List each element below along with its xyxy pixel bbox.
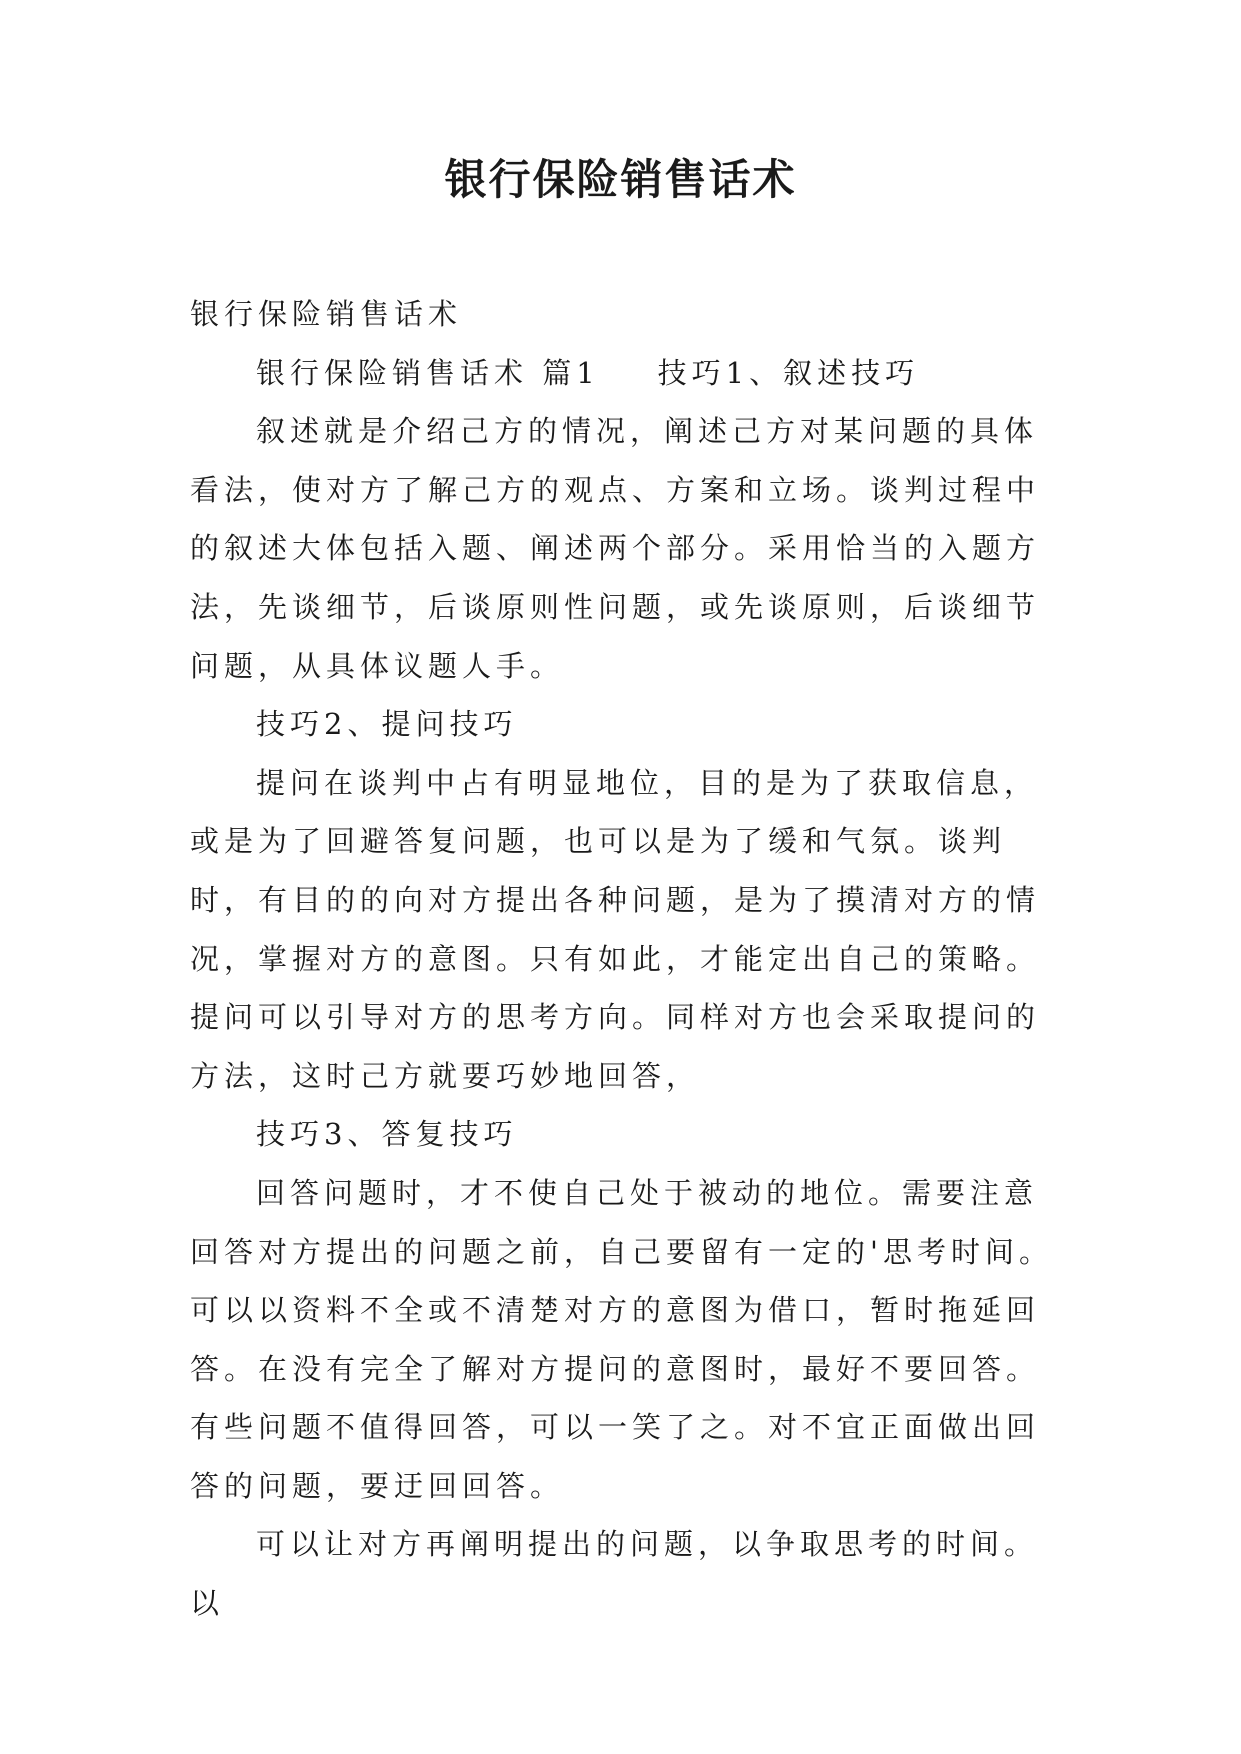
section-heading: 银行保险销售话术 篇1 [256,355,600,390]
tip1-heading: 技巧1、叙述技巧 [657,355,920,390]
document-title: 银行保险销售话术 [444,155,797,204]
tip2-heading: 技巧2、提问技巧 [256,707,518,742]
paragraph-questioning: 提问在谈判中占有明显地位，目的是为了获取信息，或是为了回避答复问题，也可以是为了缓和气氛。谈判时，有目的的向对方提出各种问题，是为了摸清对方的情况，掌握对方的意图。只有如此，才能定出自己的策略。提问可以引导对方的思考方向。同样对方也会采取提问的方法，这时己方就要巧妙地回答， [190,765,1041,1093]
section-heading-line [190,344,1058,403]
paragraph-narration: 叙述就是介绍己方的情况，阐述己方对某问题的具体看法，使对方了解己方的观点、方案和立场。谈判过程中的叙述大体包括入题、阐述两个部分。采用恰当的入题方法，先谈细节，后谈原则性问题，或先谈原则，后谈细节问题，从具体议题人手。 [190,414,1041,683]
tip3-heading: 技巧3、答复技巧 [256,1117,518,1152]
document-body [190,285,1058,1633]
paragraph-answering: 回答问题时，才不使自己处于被动的地位。需要注意回答对方提出的问题之前，自己要留有一定的'思考时间。可以以资料不全或不清楚对方的意图为借口，暂时拖延回答。在没有完全了解对方提问的意图时，最好不要回答。有些问题不值得回答，可以一笑了之。对不宜正面做出回答的问题，要迂回回答。 [190,1175,1053,1503]
document-subtitle: 银行保险销售话术 [190,297,463,331]
paragraph-continued: 可以让对方再阐明提出的问题，以争取思考的时间。以 [190,1527,1039,1621]
